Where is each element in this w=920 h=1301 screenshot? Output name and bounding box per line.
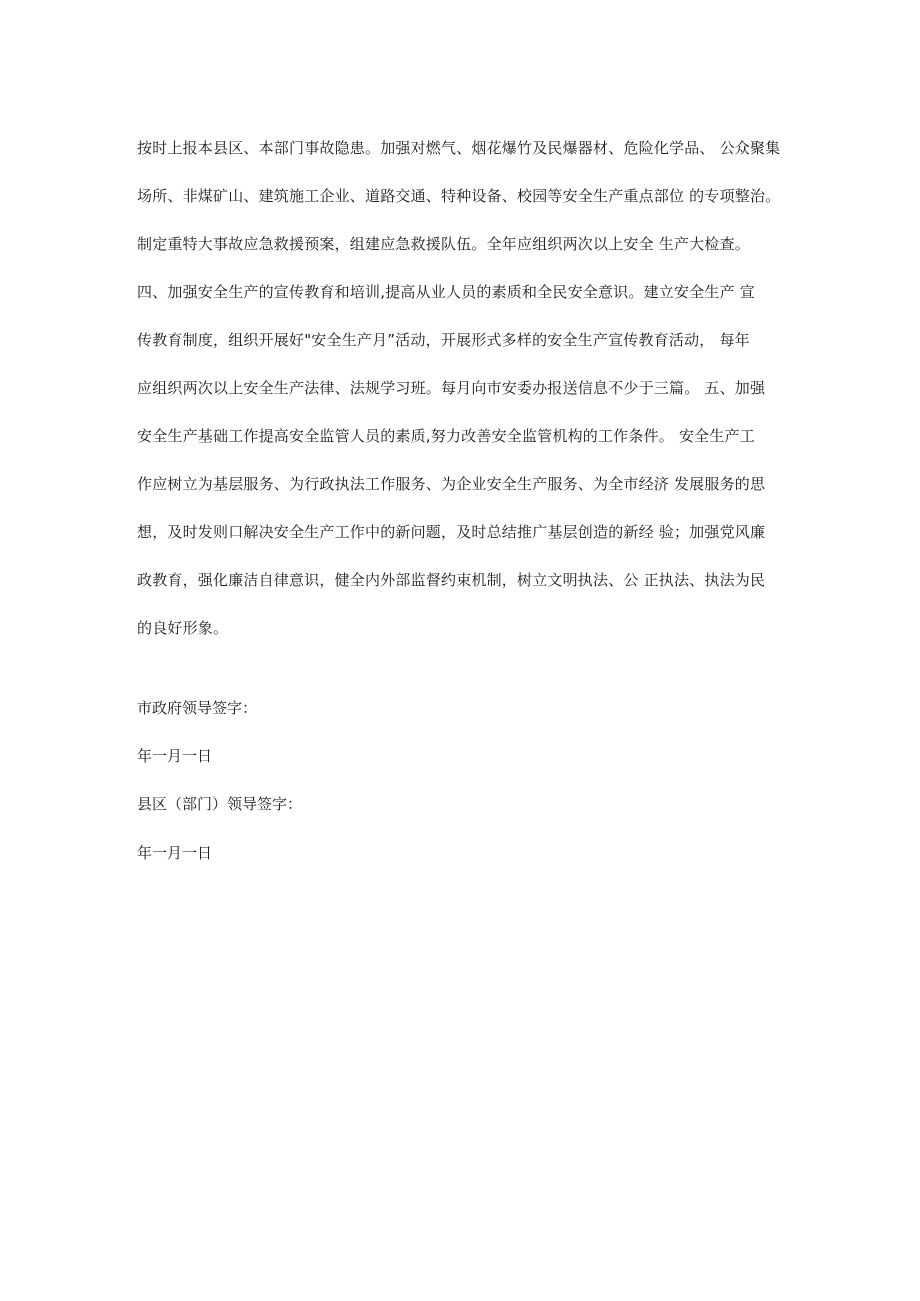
- body-text-line: 安全生产基础工作提高安全监管人员的素质,努力改善安全监管机构的工作条件。 安全生产工: [137, 427, 755, 445]
- body-text-line: 政教育，强化廉洁自律意识，健全内外部监督约束机制，树立文明执法、公 正执法、执法为民: [137, 571, 766, 589]
- body-text-line: 想，及时发则口解决安全生产工作中的新问题，及时总结推广基层创造的新经 验；加强党风廉: [137, 523, 766, 541]
- body-text-line: 制定重特大事故应急救援预案，组建应急救援队伍。全年应组织两次以上安全 生产大检查。: [137, 235, 750, 253]
- body-text-line: 应组织两次以上安全生产法律、法规学习班。每月向市安委办报送信息不少于三篇。 五、加强: [137, 379, 766, 397]
- county-leader-signature-label: 县区（部门）领导签字：: [137, 795, 303, 813]
- body-text-line: 按时上报本县区、本部门事故隐患。加强对燃气、烟花爆竹及民爆器材、危险化学品、 公众聚集: [137, 139, 781, 157]
- body-text-line: 作应树立为基层服务、为行政执法工作服务、为企业安全生产服务、为全市经济 发展服务的思: [137, 475, 766, 493]
- body-text-line: 场所、非煤矿山、建筑施工企业、道路交通、特种设备、校园等安全生产重点部位 的专项整治。: [137, 187, 781, 205]
- city-leader-signature-label: 市政府领导签字：: [137, 699, 258, 717]
- body-text-line: 四、加强安全生产的宣传教育和培训,提高从业人员的素质和全民安全意识。建立安全生产 宣: [137, 283, 755, 301]
- body-text-line: 的良好形象。: [137, 619, 229, 637]
- city-signature-date: 年一月一日: [137, 747, 213, 765]
- county-signature-date: 年一月一日: [137, 844, 213, 862]
- body-text-line: 传教育制度，组织开展好"安全生产月”活动，开展形式多样的安全生产宣传教育活动， 每年: [137, 331, 750, 349]
